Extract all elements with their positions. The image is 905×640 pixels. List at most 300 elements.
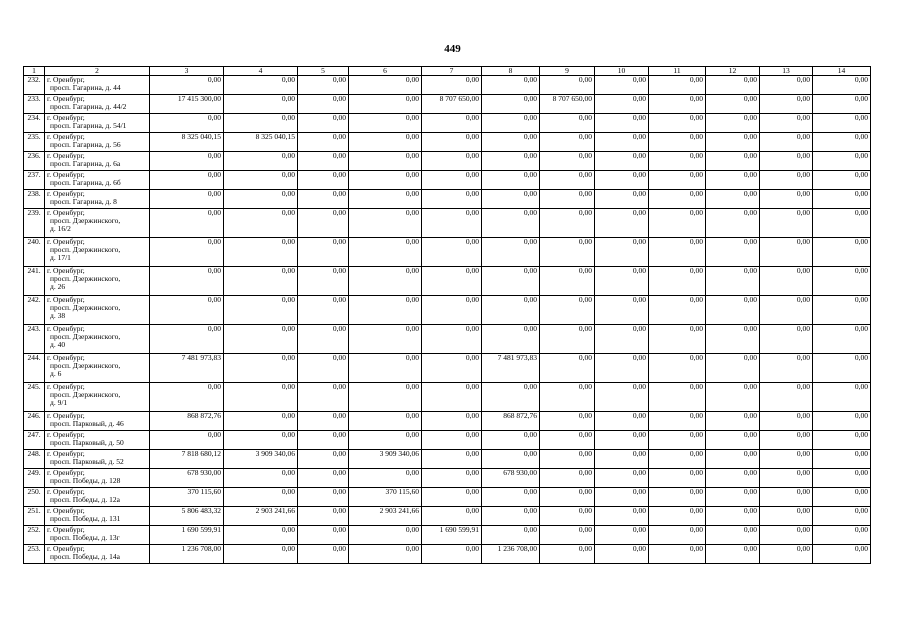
value-cell: 0,00 bbox=[224, 545, 298, 564]
table-row bbox=[24, 171, 871, 190]
value-cell: 0,00 bbox=[422, 488, 482, 507]
value-cell: 0,00 bbox=[813, 114, 871, 133]
table-row bbox=[24, 526, 871, 545]
value-cell: 0,00 bbox=[595, 354, 649, 383]
value-cell: 0,00 bbox=[482, 450, 540, 469]
address-cell bbox=[45, 267, 150, 296]
value-cell: 0,00 bbox=[422, 152, 482, 171]
value-cell: 0,00 bbox=[224, 383, 298, 412]
value-cell: 0,00 bbox=[813, 545, 871, 564]
address-line: просп. Дзержинского, bbox=[50, 274, 121, 283]
column-header: 11 bbox=[649, 67, 706, 76]
table-row bbox=[24, 469, 871, 488]
address-cell bbox=[45, 526, 150, 545]
value-cell: 0,00 bbox=[760, 114, 813, 133]
value-cell: 0,00 bbox=[706, 412, 760, 431]
value-cell: 0,00 bbox=[706, 507, 760, 526]
value-cell: 0,00 bbox=[422, 450, 482, 469]
value-cell: 8 325 040,15 bbox=[150, 133, 224, 152]
value-cell: 868 872,76 bbox=[150, 412, 224, 431]
value-cell: 8 707 650,00 bbox=[540, 95, 595, 114]
value-cell: 0,00 bbox=[349, 526, 422, 545]
value-cell: 0,00 bbox=[349, 152, 422, 171]
address-line: г. Оренбург, bbox=[47, 411, 85, 420]
value-cell: 0,00 bbox=[649, 507, 706, 526]
value-cell: 0,00 bbox=[349, 431, 422, 450]
column-header: 1 bbox=[24, 67, 45, 76]
value-cell: 0,00 bbox=[150, 190, 224, 209]
column-header: 10 bbox=[595, 67, 649, 76]
value-cell: 0,00 bbox=[760, 209, 813, 238]
value-cell: 0,00 bbox=[540, 383, 595, 412]
address-line: просп. Дзержинского, bbox=[50, 303, 121, 312]
value-cell: 0,00 bbox=[540, 152, 595, 171]
value-cell: 0,00 bbox=[706, 296, 760, 325]
value-cell: 0,00 bbox=[706, 190, 760, 209]
value-cell: 0,00 bbox=[422, 469, 482, 488]
value-cell: 0,00 bbox=[150, 238, 224, 267]
value-cell: 0,00 bbox=[540, 488, 595, 507]
address-line: просп. Победы, д. 131 bbox=[50, 514, 121, 523]
value-cell: 0,00 bbox=[298, 325, 349, 354]
column-header: 2 bbox=[45, 67, 150, 76]
value-cell: 0,00 bbox=[760, 76, 813, 95]
value-cell: 0,00 bbox=[706, 171, 760, 190]
value-cell: 0,00 bbox=[760, 267, 813, 296]
value-cell: 0,00 bbox=[482, 114, 540, 133]
table-row bbox=[24, 383, 871, 412]
address-line: г. Оренбург, bbox=[47, 113, 85, 122]
row-number: 237. bbox=[24, 171, 45, 190]
value-cell: 0,00 bbox=[349, 469, 422, 488]
value-cell: 0,00 bbox=[540, 190, 595, 209]
value-cell: 0,00 bbox=[595, 488, 649, 507]
value-cell: 8 325 040,15 bbox=[224, 133, 298, 152]
value-cell: 0,00 bbox=[595, 114, 649, 133]
value-cell: 0,00 bbox=[349, 354, 422, 383]
value-cell: 0,00 bbox=[649, 190, 706, 209]
row-number: 243. bbox=[24, 325, 45, 354]
value-cell: 0,00 bbox=[298, 76, 349, 95]
address-line: г. Оренбург, bbox=[47, 189, 85, 198]
address-line: г. Оренбург, bbox=[47, 430, 85, 439]
value-cell: 0,00 bbox=[649, 152, 706, 171]
table-row bbox=[24, 507, 871, 526]
value-cell: 0,00 bbox=[595, 412, 649, 431]
address-line: просп. Победы, д. 13г bbox=[50, 533, 120, 542]
value-cell: 0,00 bbox=[649, 526, 706, 545]
value-cell: 0,00 bbox=[422, 507, 482, 526]
value-cell: 0,00 bbox=[298, 545, 349, 564]
value-cell: 0,00 bbox=[422, 209, 482, 238]
value-cell: 0,00 bbox=[649, 76, 706, 95]
value-cell: 678 930,00 bbox=[150, 469, 224, 488]
value-cell: 0,00 bbox=[595, 267, 649, 296]
value-cell: 0,00 bbox=[422, 431, 482, 450]
table-row bbox=[24, 152, 871, 171]
value-cell: 0,00 bbox=[760, 238, 813, 267]
value-cell: 0,00 bbox=[540, 354, 595, 383]
value-cell: 0,00 bbox=[224, 431, 298, 450]
value-cell: 0,00 bbox=[224, 267, 298, 296]
value-cell: 0,00 bbox=[813, 526, 871, 545]
value-cell: 0,00 bbox=[706, 354, 760, 383]
value-cell: 0,00 bbox=[349, 325, 422, 354]
value-cell: 0,00 bbox=[813, 267, 871, 296]
address-line: д. 40 bbox=[50, 340, 66, 349]
address-cell bbox=[45, 412, 150, 431]
value-cell: 0,00 bbox=[706, 431, 760, 450]
value-cell: 0,00 bbox=[298, 412, 349, 431]
table-row bbox=[24, 76, 871, 95]
value-cell: 0,00 bbox=[813, 469, 871, 488]
value-cell: 678 930,00 bbox=[482, 469, 540, 488]
value-cell: 0,00 bbox=[706, 238, 760, 267]
value-cell: 0,00 bbox=[298, 238, 349, 267]
address-cell bbox=[45, 383, 150, 412]
value-cell: 0,00 bbox=[813, 296, 871, 325]
address-cell bbox=[45, 238, 150, 267]
row-number: 247. bbox=[24, 431, 45, 450]
value-cell: 0,00 bbox=[150, 209, 224, 238]
address-line: д. 38 bbox=[50, 311, 66, 320]
value-cell: 0,00 bbox=[482, 488, 540, 507]
value-cell: 0,00 bbox=[760, 95, 813, 114]
value-cell: 0,00 bbox=[150, 171, 224, 190]
value-cell: 0,00 bbox=[224, 209, 298, 238]
address-line: д. 6 bbox=[50, 369, 62, 378]
address-cell bbox=[45, 545, 150, 564]
value-cell: 0,00 bbox=[540, 450, 595, 469]
value-cell: 0,00 bbox=[150, 152, 224, 171]
value-cell: 0,00 bbox=[760, 450, 813, 469]
value-cell: 0,00 bbox=[224, 238, 298, 267]
address-line: д. 26 bbox=[50, 282, 66, 291]
value-cell: 0,00 bbox=[706, 267, 760, 296]
value-cell: 0,00 bbox=[595, 507, 649, 526]
value-cell: 0,00 bbox=[422, 383, 482, 412]
value-cell: 0,00 bbox=[482, 133, 540, 152]
value-cell: 0,00 bbox=[298, 133, 349, 152]
value-cell: 0,00 bbox=[482, 95, 540, 114]
value-cell: 3 909 340,06 bbox=[349, 450, 422, 469]
address-line: г. Оренбург, bbox=[47, 449, 85, 458]
value-cell: 0,00 bbox=[482, 152, 540, 171]
value-cell: 0,00 bbox=[422, 545, 482, 564]
value-cell: 0,00 bbox=[482, 325, 540, 354]
row-number: 250. bbox=[24, 488, 45, 507]
value-cell: 0,00 bbox=[813, 190, 871, 209]
value-cell: 0,00 bbox=[224, 354, 298, 383]
address-cell bbox=[45, 325, 150, 354]
value-cell: 0,00 bbox=[706, 450, 760, 469]
value-cell: 0,00 bbox=[760, 171, 813, 190]
value-cell: 0,00 bbox=[813, 507, 871, 526]
address-cell bbox=[45, 171, 150, 190]
value-cell: 0,00 bbox=[540, 238, 595, 267]
address-line: просп. Победы, д. 128 bbox=[50, 476, 121, 485]
value-cell: 0,00 bbox=[595, 76, 649, 95]
value-cell: 0,00 bbox=[349, 133, 422, 152]
value-cell: 0,00 bbox=[482, 171, 540, 190]
value-cell: 0,00 bbox=[482, 190, 540, 209]
value-cell: 0,00 bbox=[224, 325, 298, 354]
value-cell: 0,00 bbox=[706, 488, 760, 507]
value-cell: 0,00 bbox=[706, 526, 760, 545]
value-cell: 0,00 bbox=[813, 488, 871, 507]
address-line: г. Оренбург, bbox=[47, 266, 85, 275]
value-cell: 0,00 bbox=[150, 383, 224, 412]
value-cell: 1 236 708,00 bbox=[150, 545, 224, 564]
column-header: 7 bbox=[422, 67, 482, 76]
address-line: г. Оренбург, bbox=[47, 295, 85, 304]
value-cell: 0,00 bbox=[760, 545, 813, 564]
column-header: 9 bbox=[540, 67, 595, 76]
value-cell: 0,00 bbox=[298, 469, 349, 488]
value-cell: 0,00 bbox=[224, 412, 298, 431]
value-cell: 0,00 bbox=[649, 383, 706, 412]
page-number: 449 bbox=[444, 43, 461, 55]
value-cell: 0,00 bbox=[298, 507, 349, 526]
value-cell: 0,00 bbox=[760, 412, 813, 431]
value-cell: 0,00 bbox=[349, 114, 422, 133]
value-cell: 0,00 bbox=[595, 95, 649, 114]
address-line: просп. Гагарина, д. 54/1 bbox=[50, 121, 127, 130]
value-cell: 0,00 bbox=[813, 354, 871, 383]
value-cell: 8 707 650,00 bbox=[422, 95, 482, 114]
address-cell bbox=[45, 450, 150, 469]
value-cell: 0,00 bbox=[298, 488, 349, 507]
row-number: 253. bbox=[24, 545, 45, 564]
value-cell: 0,00 bbox=[760, 488, 813, 507]
address-line: г. Оренбург, bbox=[47, 382, 85, 391]
row-number: 232. bbox=[24, 76, 45, 95]
address-line: просп. Гагарина, д. 44 bbox=[50, 83, 121, 92]
value-cell: 0,00 bbox=[349, 209, 422, 238]
value-cell: 0,00 bbox=[649, 545, 706, 564]
value-cell: 0,00 bbox=[482, 76, 540, 95]
value-cell: 0,00 bbox=[540, 412, 595, 431]
value-cell: 7 481 973,83 bbox=[150, 354, 224, 383]
address-line: просп. Гагарина, д. 44/2 bbox=[50, 102, 127, 111]
value-cell: 0,00 bbox=[649, 431, 706, 450]
address-line: просп. Победы, д. 14а bbox=[50, 552, 120, 561]
value-cell: 0,00 bbox=[760, 354, 813, 383]
value-cell: 0,00 bbox=[298, 114, 349, 133]
value-cell: 0,00 bbox=[760, 296, 813, 325]
value-cell: 0,00 bbox=[224, 190, 298, 209]
column-header: 14 bbox=[813, 67, 871, 76]
value-cell: 0,00 bbox=[706, 325, 760, 354]
value-cell: 0,00 bbox=[595, 238, 649, 267]
value-cell: 0,00 bbox=[649, 412, 706, 431]
value-cell: 0,00 bbox=[760, 190, 813, 209]
value-cell: 0,00 bbox=[540, 114, 595, 133]
value-cell: 0,00 bbox=[760, 469, 813, 488]
value-cell: 0,00 bbox=[422, 114, 482, 133]
address-line: г. Оренбург, bbox=[47, 487, 85, 496]
row-number: 240. bbox=[24, 238, 45, 267]
row-number: 248. bbox=[24, 450, 45, 469]
row-number: 244. bbox=[24, 354, 45, 383]
address-line: просп. Парковый, д. 50 bbox=[50, 438, 124, 447]
address-line: г. Оренбург, bbox=[47, 468, 85, 477]
value-cell: 0,00 bbox=[298, 152, 349, 171]
value-cell: 0,00 bbox=[422, 171, 482, 190]
row-number: 245. bbox=[24, 383, 45, 412]
address-line: г. Оренбург, bbox=[47, 324, 85, 333]
value-cell: 0,00 bbox=[706, 383, 760, 412]
address-cell bbox=[45, 76, 150, 95]
address-line: г. Оренбург, bbox=[47, 132, 85, 141]
value-cell: 0,00 bbox=[649, 450, 706, 469]
value-cell: 0,00 bbox=[349, 545, 422, 564]
value-cell: 5 806 483,32 bbox=[150, 507, 224, 526]
value-cell: 0,00 bbox=[706, 545, 760, 564]
value-cell: 0,00 bbox=[224, 152, 298, 171]
value-cell: 0,00 bbox=[150, 114, 224, 133]
value-cell: 0,00 bbox=[224, 76, 298, 95]
value-cell: 0,00 bbox=[150, 267, 224, 296]
value-cell: 0,00 bbox=[540, 296, 595, 325]
address-line: г. Оренбург, bbox=[47, 506, 85, 515]
value-cell: 2 903 241,66 bbox=[349, 507, 422, 526]
address-line: г. Оренбург, bbox=[47, 94, 85, 103]
row-number: 251. bbox=[24, 507, 45, 526]
table-row bbox=[24, 267, 871, 296]
value-cell: 0,00 bbox=[649, 354, 706, 383]
value-cell: 868 872,76 bbox=[482, 412, 540, 431]
column-header: 5 bbox=[298, 67, 349, 76]
value-cell: 0,00 bbox=[595, 383, 649, 412]
value-cell: 0,00 bbox=[649, 325, 706, 354]
value-cell: 0,00 bbox=[813, 152, 871, 171]
value-cell: 0,00 bbox=[813, 76, 871, 95]
table-row bbox=[24, 412, 871, 431]
column-header: 6 bbox=[349, 67, 422, 76]
value-cell: 0,00 bbox=[595, 431, 649, 450]
value-cell: 0,00 bbox=[595, 296, 649, 325]
header-row bbox=[24, 67, 871, 76]
address-line: просп. Гагарина, д. 6а bbox=[50, 159, 121, 168]
value-cell: 0,00 bbox=[813, 325, 871, 354]
column-header: 12 bbox=[706, 67, 760, 76]
value-cell: 0,00 bbox=[813, 133, 871, 152]
address-line: просп. Гагарина, д. 6б bbox=[50, 178, 121, 187]
row-number: 233. bbox=[24, 95, 45, 114]
value-cell: 2 903 241,66 bbox=[224, 507, 298, 526]
row-number: 242. bbox=[24, 296, 45, 325]
address-cell bbox=[45, 431, 150, 450]
value-cell: 0,00 bbox=[595, 545, 649, 564]
value-cell: 0,00 bbox=[298, 171, 349, 190]
table-row bbox=[24, 325, 871, 354]
row-number: 249. bbox=[24, 469, 45, 488]
table-row bbox=[24, 488, 871, 507]
value-cell: 17 415 300,00 bbox=[150, 95, 224, 114]
address-cell bbox=[45, 488, 150, 507]
value-cell: 0,00 bbox=[813, 383, 871, 412]
value-cell: 0,00 bbox=[224, 296, 298, 325]
value-cell: 0,00 bbox=[706, 133, 760, 152]
value-cell: 0,00 bbox=[595, 209, 649, 238]
address-line: просп. Гагарина, д. 56 bbox=[50, 140, 121, 149]
value-cell: 0,00 bbox=[422, 76, 482, 95]
address-cell bbox=[45, 296, 150, 325]
value-cell: 0,00 bbox=[422, 325, 482, 354]
value-cell: 0,00 bbox=[298, 450, 349, 469]
value-cell: 0,00 bbox=[298, 431, 349, 450]
value-cell: 0,00 bbox=[482, 296, 540, 325]
value-cell: 7 818 680,12 bbox=[150, 450, 224, 469]
value-cell: 0,00 bbox=[224, 488, 298, 507]
value-cell: 0,00 bbox=[760, 383, 813, 412]
table-row bbox=[24, 450, 871, 469]
value-cell: 0,00 bbox=[349, 238, 422, 267]
address-line: просп. Дзержинского, bbox=[50, 361, 121, 370]
table-row bbox=[24, 114, 871, 133]
address-line: д. 9/1 bbox=[50, 398, 68, 407]
value-cell: 0,00 bbox=[706, 209, 760, 238]
value-cell: 0,00 bbox=[760, 507, 813, 526]
value-cell: 0,00 bbox=[422, 133, 482, 152]
address-line: просп. Дзержинского, bbox=[50, 216, 121, 225]
value-cell: 370 115,60 bbox=[150, 488, 224, 507]
value-cell: 0,00 bbox=[706, 76, 760, 95]
value-cell: 0,00 bbox=[482, 267, 540, 296]
value-cell: 0,00 bbox=[813, 450, 871, 469]
value-cell: 0,00 bbox=[595, 152, 649, 171]
value-cell: 0,00 bbox=[298, 95, 349, 114]
value-cell: 0,00 bbox=[224, 469, 298, 488]
address-cell bbox=[45, 190, 150, 209]
value-cell: 0,00 bbox=[349, 267, 422, 296]
value-cell: 0,00 bbox=[482, 238, 540, 267]
address-line: г. Оренбург, bbox=[47, 208, 85, 217]
data-table bbox=[23, 66, 871, 564]
column-header: 4 bbox=[224, 67, 298, 76]
value-cell: 0,00 bbox=[649, 267, 706, 296]
value-cell: 0,00 bbox=[349, 412, 422, 431]
table-row bbox=[24, 238, 871, 267]
row-number: 241. bbox=[24, 267, 45, 296]
row-number: 252. bbox=[24, 526, 45, 545]
table-row bbox=[24, 209, 871, 238]
value-cell: 0,00 bbox=[595, 171, 649, 190]
value-cell: 0,00 bbox=[482, 431, 540, 450]
value-cell: 0,00 bbox=[649, 296, 706, 325]
value-cell: 0,00 bbox=[422, 354, 482, 383]
value-cell: 3 909 340,06 bbox=[224, 450, 298, 469]
address-cell bbox=[45, 95, 150, 114]
value-cell: 0,00 bbox=[540, 209, 595, 238]
address-line: г. Оренбург, bbox=[47, 75, 85, 84]
value-cell: 0,00 bbox=[649, 114, 706, 133]
address-line: просп. Парковый, д. 52 bbox=[50, 457, 124, 466]
address-cell bbox=[45, 354, 150, 383]
value-cell: 0,00 bbox=[224, 95, 298, 114]
address-line: просп. Дзержинского, bbox=[50, 332, 121, 341]
value-cell: 0,00 bbox=[349, 95, 422, 114]
value-cell: 0,00 bbox=[595, 190, 649, 209]
value-cell: 0,00 bbox=[595, 526, 649, 545]
address-line: просп. Дзержинского, bbox=[50, 390, 121, 399]
value-cell: 0,00 bbox=[706, 114, 760, 133]
value-cell: 0,00 bbox=[150, 431, 224, 450]
value-cell: 0,00 bbox=[540, 171, 595, 190]
table-row bbox=[24, 296, 871, 325]
value-cell: 0,00 bbox=[649, 95, 706, 114]
